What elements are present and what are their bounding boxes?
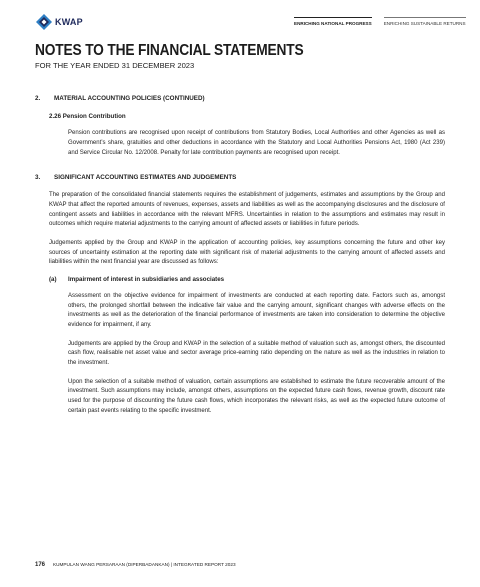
pension-contribution-paragraph: Pension contributions are recognised upon receipt of contributions from Statutory Bodies, Local Authorities and other Agencies as well as Government’s share, gratuities and other deductions in accordance with the Statutory and Local Authorities Pensions Act, 1980 (Act 239) and Service Circular No. 12/2008. Penalty for late contribution payments are recognised upon receipt. xyxy=(68,130,445,156)
subsection-a-title: Impairment of interest in subsidiaries and associates xyxy=(68,276,225,284)
subsection-a-paragraph-2: Judgements are applied by the Group and KWAP in the selection of a suitable method of valuation such as, amongst others, the discounted cash flow, realisable net asset value and sector average price-earning ratio depending on the nature as well as the industries in relation to the investment. xyxy=(68,340,445,367)
page-title: NOTES TO THE FINANCIAL STATEMENTS xyxy=(35,42,304,59)
section-2-26-heading: 2.26 Pension Contribution xyxy=(49,112,126,120)
brand-name: KWAP xyxy=(55,17,83,27)
section-2-heading xyxy=(35,94,445,104)
subsection-a-paragraph-3: Upon the selection of a suitable method of valuation, certain assumptions are established to estimate the future recoverable amount of the investment. Such assumptions may include, amongst others, assumptions on the expected future cash flows, revenue growth, discount rate used for the purpose of discounting the future cash flows, which incorporates the relevant risks, as well as the expected future outcome of certain past events relating to the specific investment. xyxy=(68,378,445,414)
section-3-number: 3. xyxy=(35,173,41,181)
subsection-a-heading xyxy=(49,275,445,285)
nav-enriching-national-progress[interactable]: ENRICHING NATIONAL PROGRESS xyxy=(294,17,372,26)
kwap-logo xyxy=(36,14,83,30)
section-2-number: 2. xyxy=(35,95,41,102)
nav-enriching-sustainable-returns[interactable]: ENRICHING SUSTAINABLE RETURNS xyxy=(384,17,466,26)
section-3-paragraph-2: Judgements applied by the Group and KWAP in the application of accounting policies, key assumptions concerning the future and other key sources of uncertainty estimation at the reporting date with significant risk of material adjustments to the carrying amount of affected assets and liabilities within the next financial year are discussed as follows: xyxy=(49,240,445,266)
section-3-heading xyxy=(35,173,445,183)
kwap-logo-mark-icon xyxy=(36,14,52,30)
footer-report-title: KUMPULAN WANG PERSARAAN (DIPERBADANKAN) | INTEGRATED REPORT 2023 xyxy=(53,562,236,567)
subsection-a-label: (a) xyxy=(49,276,57,284)
section-2-title: MATERIAL ACCOUNTING POLICIES (CONTINUED) xyxy=(54,95,205,102)
subsection-a-paragraph-1: Assessment on the objective evidence for impairment of investments are conducted at each reporting date. Factors such as, amongst others, the prolonged shortfall between the indicative fair value and the carrying amount, significant changes with adverse effects on the investments as well as the deterioration of the financial performance of investments are taken into consideration to determine the objective evidence for impairment, if any. xyxy=(68,292,445,328)
section-3-paragraph-1: The preparation of the consolidated financial statements requires the establishment of judgements, estimates and assumptions by the Group and KWAP that affect the reported amounts of revenues, expenses, assets and liabilities as well as the accompanying disclosures and the disclosure of contingent assets and liabilities in accordance with the relevant MFRS. Uncertainties in relation to the assumptions and estimates may result in outcomes which require material adjustments to the carrying amount of affected assets or liabilities in future periods. xyxy=(49,192,445,228)
page-number: 176 xyxy=(35,562,46,568)
page-subtitle: FOR THE YEAR ENDED 31 DECEMBER 2023 xyxy=(35,61,195,70)
main-content xyxy=(35,94,445,417)
top-nav xyxy=(294,17,466,26)
section-3-title: SIGNIFICANT ACCOUNTING ESTIMATES AND JUDGEMENTS xyxy=(54,173,237,181)
page-footer xyxy=(35,562,236,568)
